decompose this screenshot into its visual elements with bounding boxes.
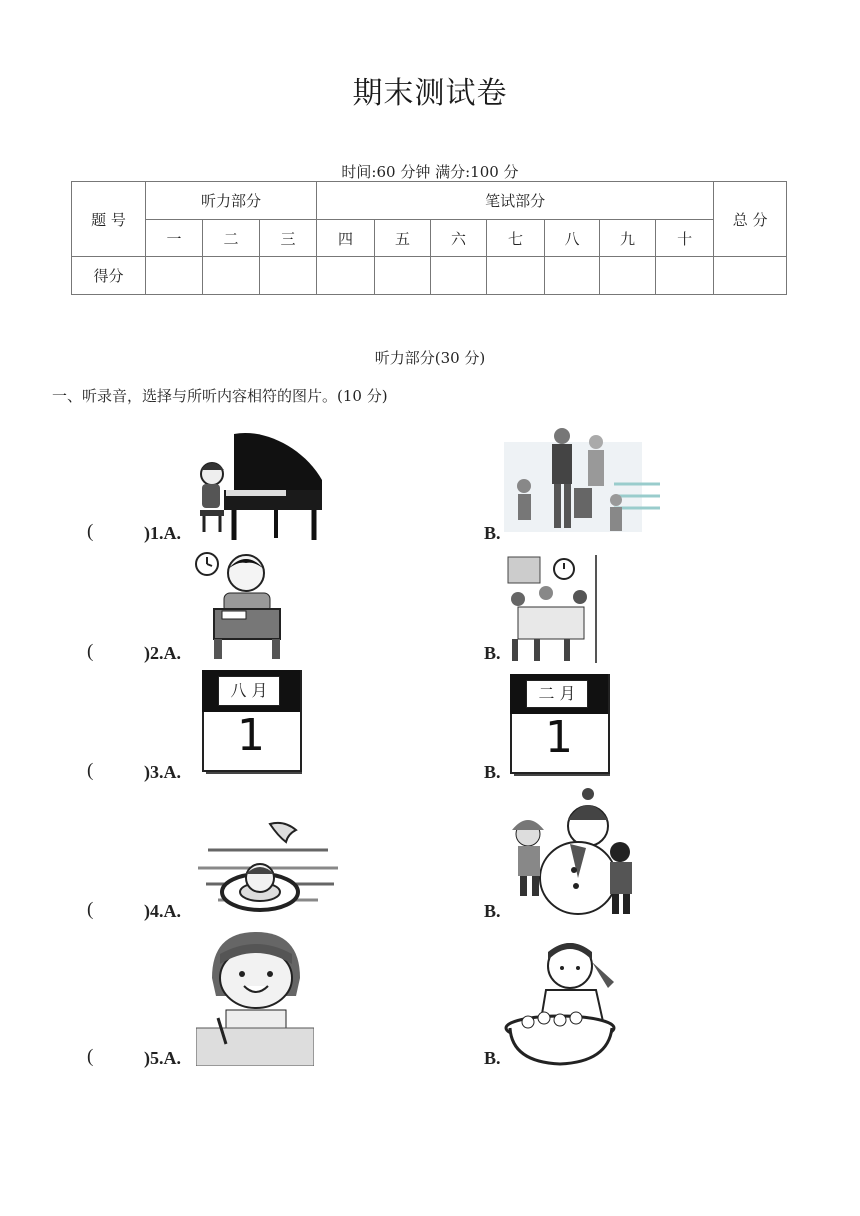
score-cell[interactable]	[600, 257, 656, 295]
calendar-february-picture[interactable]	[506, 674, 616, 782]
question-label-a: )5.A.	[144, 1048, 181, 1068]
answer-paren[interactable]: (	[87, 521, 94, 542]
answer-paren[interactable]: (	[87, 760, 94, 781]
score-cell[interactable]	[431, 257, 487, 295]
family-dinner-picture[interactable]	[504, 555, 600, 663]
col-number: 三	[260, 220, 317, 257]
answer-paren[interactable]: (	[87, 1046, 94, 1067]
question-instruction: 一、听录音，选择与所听内容相符的图片。(10 分)	[52, 387, 388, 405]
answer-paren[interactable]: (	[87, 899, 94, 920]
score-cell[interactable]	[545, 257, 600, 295]
snowman-picture[interactable]	[506, 786, 640, 918]
topic-header: 题 号	[72, 182, 146, 257]
boy-desk-picture[interactable]	[194, 549, 284, 661]
question-label-b: B.	[484, 643, 501, 663]
total-score-cell[interactable]	[714, 257, 787, 295]
calendar-month-label: 八 月	[218, 676, 280, 706]
col-number: 四	[317, 220, 375, 257]
girl-washing-picture[interactable]	[504, 936, 630, 1068]
score-cell[interactable]	[656, 257, 714, 295]
question-label-a: )1.A.	[144, 523, 181, 543]
family-luggage-picture[interactable]	[504, 424, 660, 542]
page-title: 期末测试卷	[352, 76, 508, 111]
question-label-b: B.	[484, 901, 501, 921]
score-cell[interactable]	[317, 257, 375, 295]
col-number: 九	[600, 220, 656, 257]
calendar-august-picture[interactable]	[198, 670, 310, 780]
col-number: 十	[656, 220, 714, 257]
calendar-day-number: 1	[237, 710, 265, 761]
score-cell[interactable]	[203, 257, 260, 295]
swimming-picture[interactable]	[198, 818, 338, 918]
score-cell[interactable]	[260, 257, 317, 295]
col-number: 八	[545, 220, 600, 257]
exam-meta: 时间:60 分钟 满分:100 分	[341, 163, 519, 181]
listening-group-header: 听力部分	[146, 182, 317, 220]
score-cell[interactable]	[375, 257, 431, 295]
answer-paren[interactable]: (	[87, 641, 94, 662]
col-number: 七	[487, 220, 545, 257]
girl-piano-picture[interactable]	[194, 428, 326, 543]
girl-writing-picture[interactable]	[196, 928, 314, 1066]
col-number: 二	[203, 220, 260, 257]
total-header: 总 分	[714, 182, 787, 257]
writing-group-header: 笔试部分	[317, 182, 714, 220]
score-row-label: 得分	[72, 257, 146, 295]
question-label-b: B.	[484, 1048, 501, 1068]
score-table	[71, 181, 787, 295]
question-label-a: )4.A.	[144, 901, 181, 921]
col-number: 一	[146, 220, 203, 257]
score-cell[interactable]	[487, 257, 545, 295]
score-cell[interactable]	[146, 257, 203, 295]
question-label-b: B.	[484, 523, 501, 543]
question-label-a: )3.A.	[144, 762, 181, 782]
question-label-b: B.	[484, 762, 501, 782]
calendar-day-number: 1	[545, 712, 573, 763]
col-number: 六	[431, 220, 487, 257]
col-number: 五	[375, 220, 431, 257]
calendar-month-label: 二 月	[526, 680, 588, 708]
section-heading: 听力部分(30 分)	[374, 349, 486, 367]
question-label-a: )2.A.	[144, 643, 181, 663]
